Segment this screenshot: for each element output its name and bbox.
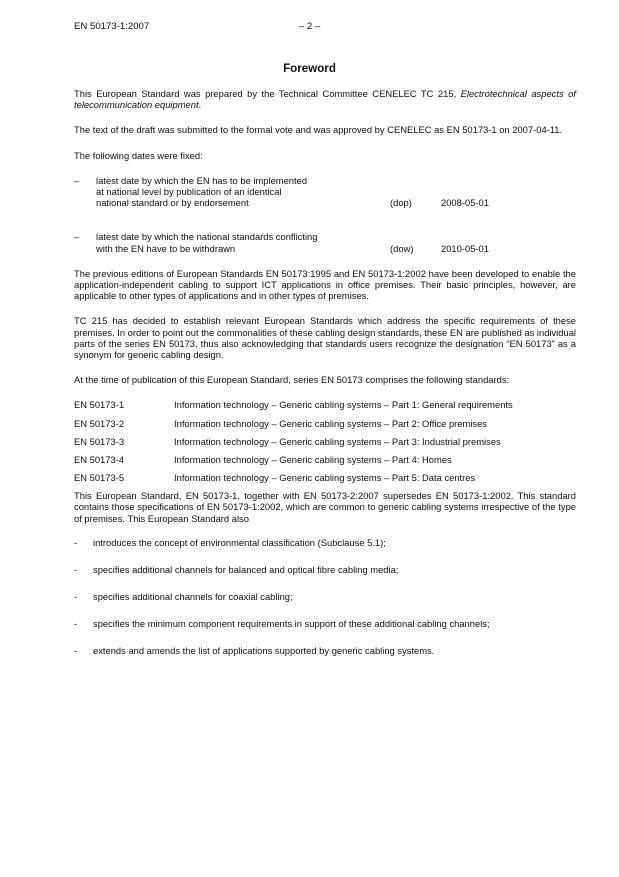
standard-title: Information technology – Generic cabling systems – Part 3: Industrial premises — [174, 435, 501, 447]
list-dash: - — [74, 645, 78, 657]
committee-scope-italic: Electrotechnical aspects of telecommunication equipment — [74, 88, 576, 111]
list-item — [74, 591, 576, 602]
date-value-dow: 2010-05-01 — [441, 242, 489, 254]
standard-code: EN 50173-3 — [74, 435, 125, 447]
date-entry-dow — [74, 231, 576, 253]
standard-code: EN 50173-1 — [74, 399, 125, 411]
intro-text: This European Standard was prepared by the Technical Committee CENELEC TC 215, — [74, 88, 461, 99]
list-item — [74, 399, 576, 417]
standard-code: EN 50173-2 — [74, 417, 125, 429]
date-entry-line: with the EN have to be withdrawn — [96, 242, 236, 254]
date-abbr-dow: (dow) — [390, 242, 414, 254]
series-intro: At the time of publication of this European Standard, series EN 50173 comprises the following standards: — [74, 374, 510, 386]
list-item — [74, 564, 576, 575]
date-abbr-dop: (dop) — [390, 197, 412, 209]
date-value-dop: 2008-05-01 — [441, 197, 489, 209]
supersedes-paragraph: This European Standard, EN 50173-1, together with EN 50173-2:2007 supersedes EN 50173-1:2002. This standard contains those specifications of EN 50173-1:2002, which are common to generic cabling systems irrespective of the type of premises. This European Standard also — [74, 490, 576, 524]
list-item — [74, 645, 576, 656]
standard-code: EN 50173-5 — [74, 472, 125, 484]
header-doc-id: EN 50173-1:2007 — [74, 21, 150, 32]
date-entry-line: at national level by publication of an identical — [96, 186, 282, 197]
date-entry-line: latest date by which the national standards conflicting — [96, 231, 318, 243]
change-text: extends and amends the list of applications supported by generic cabling systems. — [93, 645, 435, 657]
section-title: Foreword — [283, 62, 336, 75]
changes-list — [74, 537, 576, 657]
list-dash: – — [74, 174, 80, 186]
change-text: specifies additional channels for coaxial cabling; — [93, 591, 293, 603]
date-entry-dop — [74, 175, 576, 209]
list-item — [74, 472, 576, 486]
list-item — [74, 537, 576, 548]
vote-paragraph: The text of the draft was submitted to the formal vote and was approved by CENELEC as EN 50173-1 on 2007-04-11. — [74, 124, 563, 136]
list-dash: - — [74, 618, 78, 630]
change-text: specifies the minimum component requirements in support of these additional cabling channels; — [93, 618, 490, 630]
date-entry-line: national standard or by endorsement — [96, 197, 249, 209]
list-item — [74, 418, 576, 436]
list-item — [74, 618, 576, 629]
list-item — [74, 454, 576, 472]
foreword-body — [74, 88, 576, 657]
standard-code: EN 50173-4 — [74, 453, 125, 465]
change-text: specifies additional channels for balanced and optical fibre cabling media; — [93, 563, 399, 575]
standard-title: Information technology – Generic cabling systems – Part 4: Homes — [174, 453, 452, 465]
list-item — [74, 436, 576, 454]
tc-paragraph: TC 215 has decided to establish relevant European Standards which address the specific requirements of these premises. In order to point out the commonalities of these cabling design standards, these EN are published as individual parts of the series EN 50173, thus also acknowledging that standards users recognize the designation “EN 50173” as a synonym for generic cabling design. — [74, 315, 576, 360]
dates-intro: The following dates were fixed: — [74, 149, 203, 161]
change-text: introduces the concept of environmental classification (Subclause 5.1); — [93, 536, 386, 548]
intro-text-end: . — [198, 99, 202, 111]
standard-title: Information technology – Generic cabling systems – Part 5: Data centres — [174, 472, 476, 484]
standards-list — [74, 399, 576, 486]
list-dash: - — [74, 563, 78, 575]
list-dash: – — [74, 231, 80, 243]
intro-paragraph — [74, 88, 576, 110]
standard-title: Information technology – Generic cabling systems – Part 1: General requirements — [174, 399, 513, 411]
header-page-number: – 2 – — [298, 21, 321, 32]
list-dash: - — [74, 591, 78, 603]
date-entry-line: latest date by which the EN has to be implemented — [96, 174, 308, 186]
standard-title: Information technology – Generic cabling systems – Part 2: Office premises — [174, 417, 487, 429]
previous-editions-paragraph: The previous editions of European Standards EN 50173:1995 and EN 50173-1:2002 have been developed to enable the application-independent cabling to support ICT applications in office premises. Their basic principles, however, are applicable to other types of applications and in other types of premises. — [74, 267, 576, 302]
list-dash: - — [74, 536, 78, 548]
